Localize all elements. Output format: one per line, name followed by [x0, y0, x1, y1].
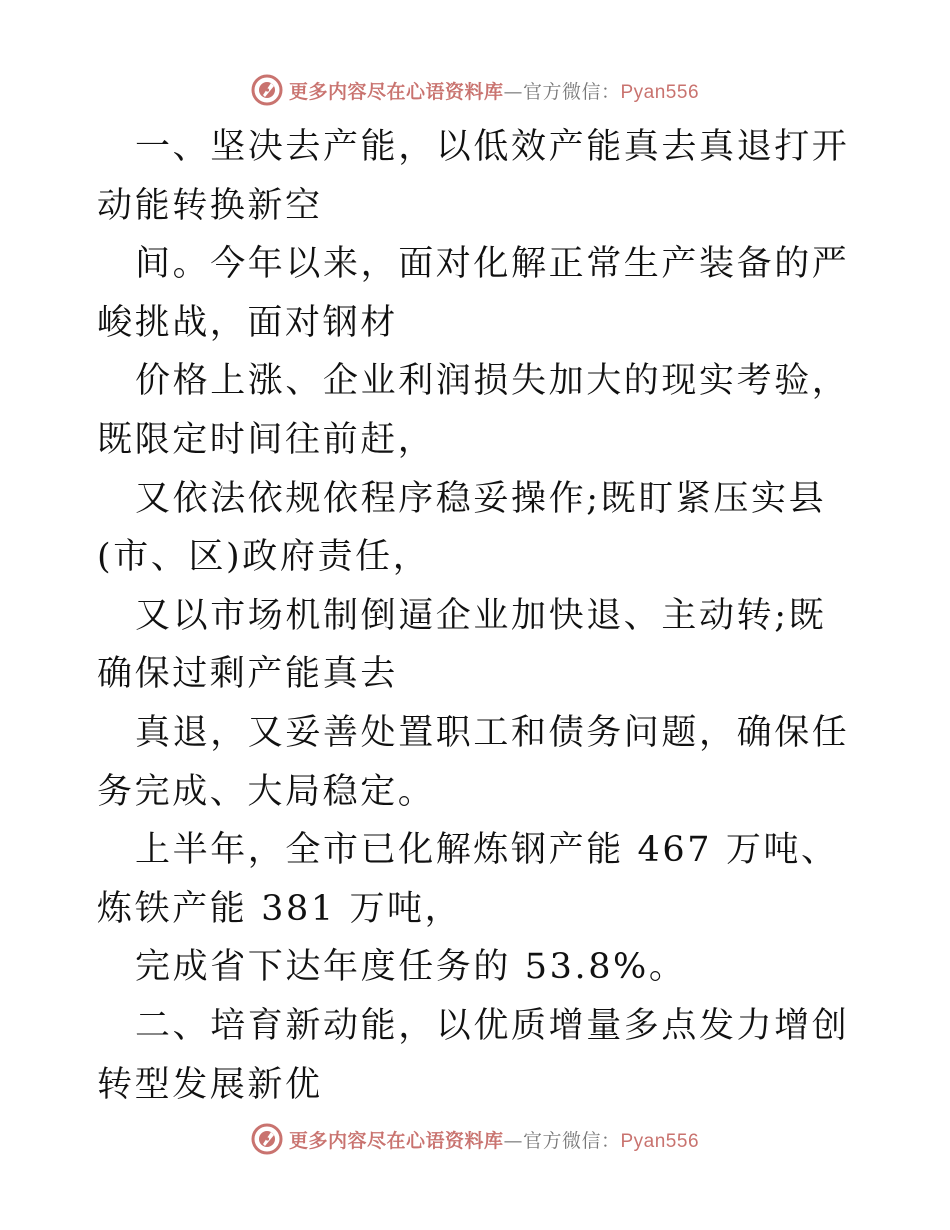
- paragraph-6: 真退，又妥善处置职工和债务问题，确保任务完成、大局稳定。: [97, 712, 850, 812]
- pen-nib-logo-icon: [251, 74, 283, 106]
- paragraph-4: 又依法依规依程序稳妥操作;既盯紧压实县(市、区)政府责任，: [97, 478, 827, 578]
- watermark-wechat-id: Pyan556: [620, 81, 700, 103]
- paragraph-9: 二、培育新动能，以优质增量多点发力增创转型发展新优: [97, 1005, 850, 1105]
- paragraph-2: 间。今年以来，面对化解正常生产装备的严峻挑战，面对钢材: [97, 244, 850, 343]
- watermark-text: [289, 77, 699, 104]
- watermark-wechat-label: 官方微信：: [522, 1129, 621, 1152]
- paragraph-7: 上半年，全市已化解炼钢产能 467 万吨、炼铁产能 381 万吨，: [97, 830, 839, 929]
- paragraph-8: 完成省下达年度任务的 53.8%。: [135, 947, 687, 988]
- paragraph-1: 一、坚决去产能，以低效产能真去真退打开动能转换新空: [97, 127, 850, 226]
- header-watermark: [0, 68, 950, 112]
- watermark-text: [289, 1126, 699, 1153]
- paragraph-3: 价格上涨、企业利润损失加大的现实考验，既限定时间往前赶，: [97, 361, 850, 460]
- watermark-dash: —: [503, 1129, 523, 1152]
- watermark-main-text: 更多内容尽在心语资料库: [288, 1129, 504, 1152]
- watermark-wechat-id: Pyan556: [620, 1130, 700, 1152]
- pen-nib-logo-icon: [251, 1123, 283, 1155]
- footer-watermark: [0, 1117, 950, 1161]
- document-body: [97, 118, 857, 1114]
- watermark-wechat-label: 官方微信：: [522, 80, 621, 103]
- watermark-main-text: 更多内容尽在心语资料库: [288, 80, 504, 103]
- paragraph-5: 又以市场机制倒逼企业加快退、主动转;既确保过剩产能真去: [97, 595, 827, 695]
- watermark-dash: —: [503, 80, 523, 103]
